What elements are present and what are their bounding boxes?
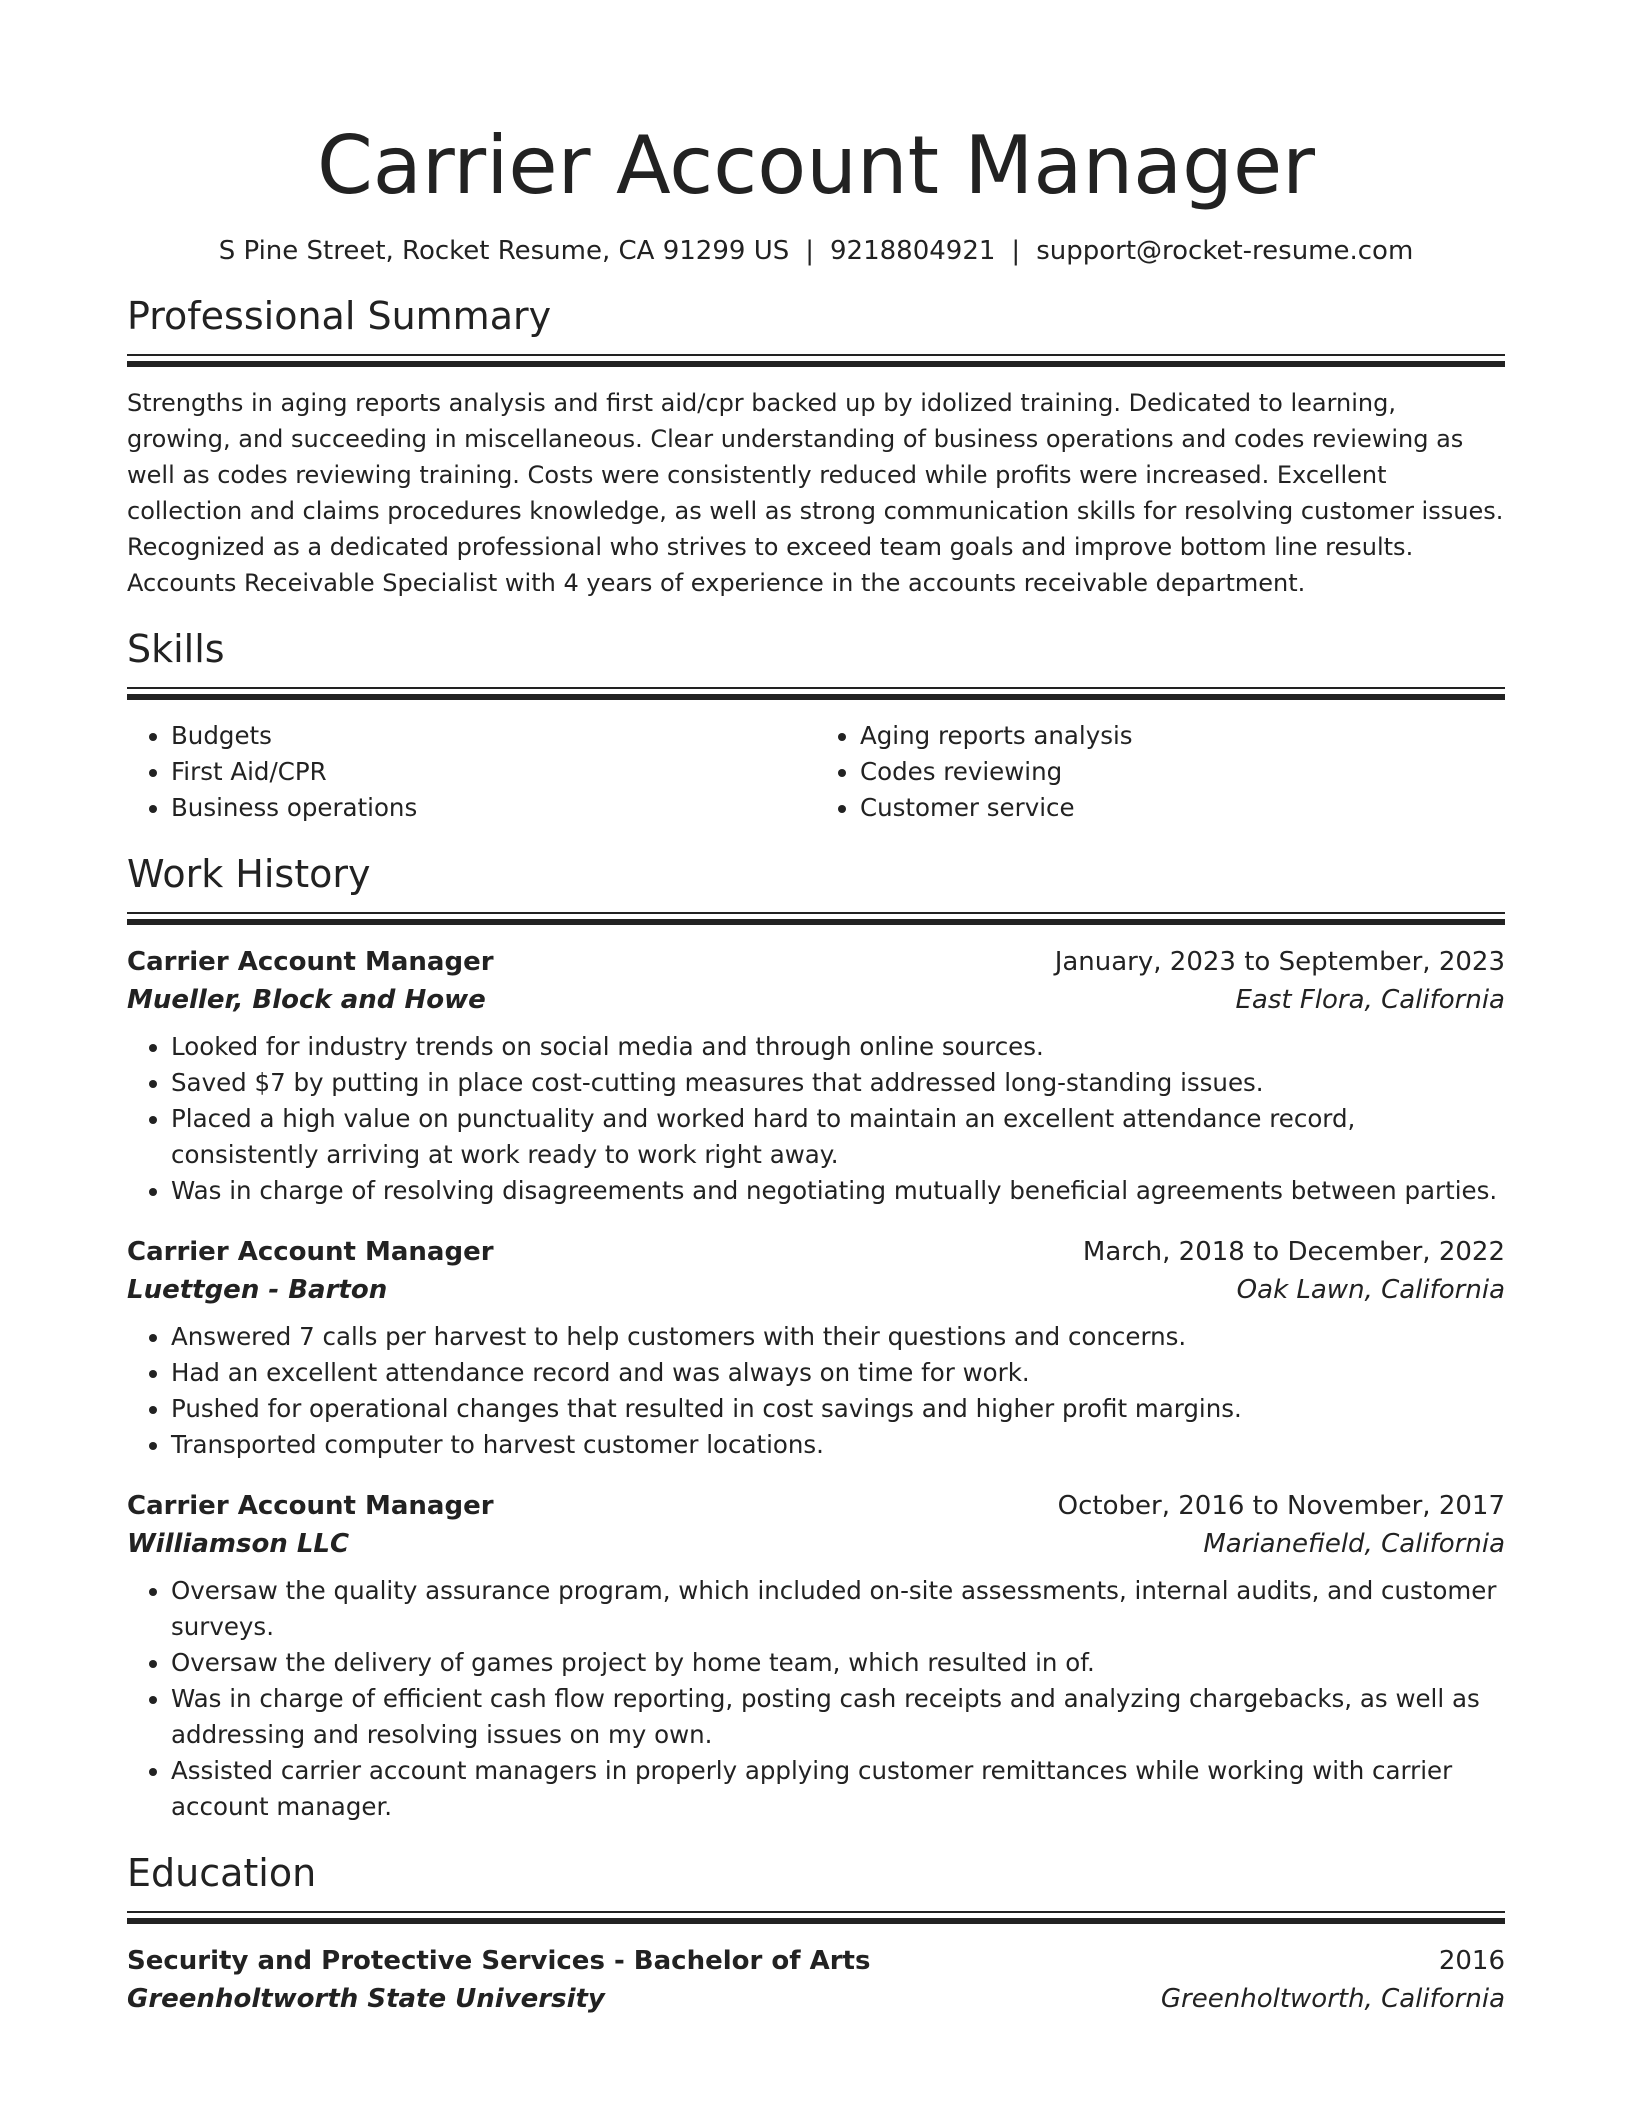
job-title: Carrier Account Manager	[127, 1491, 494, 1521]
section-title-skills: Skills	[127, 627, 225, 671]
section-title-summary: Professional Summary	[127, 294, 552, 338]
job-bullet: • Oversaw the delivery of games project by home team, which resulted in of.	[171, 1645, 1505, 1681]
job-dates: March, 2018 to December, 2022	[1082, 1237, 1505, 1267]
job-title: Carrier Account Manager	[127, 947, 494, 977]
skill-item: • Business operations	[171, 790, 816, 826]
section-divider	[127, 1911, 1505, 1924]
job-bullets	[127, 1319, 1505, 1463]
job-bullet: • Looked for industry trends on social media and through online sources.	[171, 1029, 1505, 1065]
summary-text: Strengths in aging reports analysis and first aid/cpr backed up by idolized training. Dedicated to learning, growing, and succeeding in miscellaneous. Clear understanding of business operations and codes reviewing as well as codes reviewing training. Costs were consistently reduced while profits were increased. Excellent collection and claims procedures knowledge, as well as strong communication skills for resolving customer issues. Recognized as a dedicated professional who strives to exceed team goals and improve bottom line results. Accounts Receivable Specialist with 4 years of experience in the accounts receivable department.	[127, 389, 1504, 597]
job-bullet: • Placed a high value on punctuality and worked hard to maintain an excellent attendance record, consistently arriving at work ready to work right away.	[171, 1101, 1505, 1173]
job-entry	[127, 1487, 1505, 1825]
job-company: Mueller, Block and Howe	[127, 985, 486, 1015]
job-bullet: • Pushed for operational changes that resulted in cost savings and higher profit margins.	[171, 1391, 1505, 1427]
job-bullet: • Answered 7 calls per harvest to help customers with their questions and concerns.	[171, 1319, 1505, 1355]
skill-item: • Codes reviewing	[860, 754, 1505, 790]
job-bullet: • Transported computer to harvest customer locations.	[171, 1427, 1505, 1463]
education-header-row	[127, 1942, 1505, 1980]
contact-address: S Pine Street, Rocket Resume, CA 91299 US	[218, 236, 790, 266]
education-section	[127, 1849, 1505, 2018]
job-bullets	[127, 1573, 1505, 1825]
skills-list	[127, 718, 1505, 826]
job-dates: January, 2023 to September, 2023	[1054, 947, 1505, 977]
job-entry	[127, 1233, 1505, 1463]
job-bullet: • Had an excellent attendance record and was always on time for work.	[171, 1355, 1505, 1391]
work-history-section	[127, 850, 1505, 1825]
job-location: Marianefield, California	[1203, 1529, 1505, 1559]
job-subheader-row	[127, 1525, 1505, 1563]
job-company: Luettgen - Barton	[127, 1275, 388, 1305]
job-location: East Flora, California	[1235, 985, 1505, 1015]
skills-column-left	[127, 718, 816, 826]
section-divider	[127, 354, 1505, 367]
skill-item: • Customer service	[860, 790, 1505, 826]
job-location: Oak Lawn, California	[1236, 1275, 1505, 1305]
education-degree: Security and Protective Services - Bachelor of Arts	[127, 1946, 871, 1976]
job-subheader-row	[127, 1271, 1505, 1309]
contact-line	[127, 234, 1505, 268]
job-bullet: • Oversaw the quality assurance program, which included on-site assessments, internal audits, and customer surveys.	[171, 1573, 1505, 1645]
job-header-row	[127, 1233, 1505, 1271]
education-school: Greenholtworth State University	[127, 1984, 605, 2014]
summary-section	[127, 292, 1505, 601]
skills-column-right	[816, 718, 1505, 826]
skill-item: • Budgets	[171, 718, 816, 754]
job-subheader-row	[127, 981, 1505, 1019]
contact-phone: 9218804921	[830, 236, 996, 266]
section-title-education: Education	[127, 1851, 317, 1895]
contact-separator: |	[805, 236, 814, 266]
education-subheader-row	[127, 1980, 1505, 2018]
job-company: Williamson LLC	[127, 1529, 350, 1559]
skill-item: • First Aid/CPR	[171, 754, 816, 790]
job-header-row	[127, 943, 1505, 981]
job-dates: October, 2016 to November, 2017	[1057, 1491, 1505, 1521]
job-title: Carrier Account Manager	[127, 1237, 494, 1267]
skill-item: • Aging reports analysis	[860, 718, 1505, 754]
contact-separator: |	[1011, 236, 1021, 266]
job-bullet: • Was in charge of efficient cash flow reporting, posting cash receipts and analyzing chargebacks, as well as addressing and resolving issues on my own.	[171, 1681, 1505, 1753]
section-title-work-history: Work History	[127, 852, 371, 896]
education-year: 2016	[1438, 1946, 1505, 1976]
job-entry	[127, 943, 1505, 1209]
job-bullet: • Was in charge of resolving disagreements and negotiating mutually beneficial agreements between parties.	[171, 1173, 1505, 1209]
section-divider	[127, 912, 1505, 925]
skills-section	[127, 625, 1505, 826]
section-divider	[127, 687, 1505, 700]
job-bullet: • Assisted carrier account managers in properly applying customer remittances while working with carrier account manager.	[171, 1753, 1505, 1825]
job-bullet: • Saved $7 by putting in place cost-cutting measures that addressed long-standing issues.	[171, 1065, 1505, 1101]
contact-email: support@rocket-resume.com	[1036, 236, 1414, 266]
job-header-row	[127, 1487, 1505, 1525]
job-bullets	[127, 1029, 1505, 1209]
candidate-name: Carrier Account Manager	[316, 119, 1316, 212]
education-location: Greenholtworth, California	[1160, 1984, 1505, 2014]
resume-header	[127, 0, 1505, 268]
